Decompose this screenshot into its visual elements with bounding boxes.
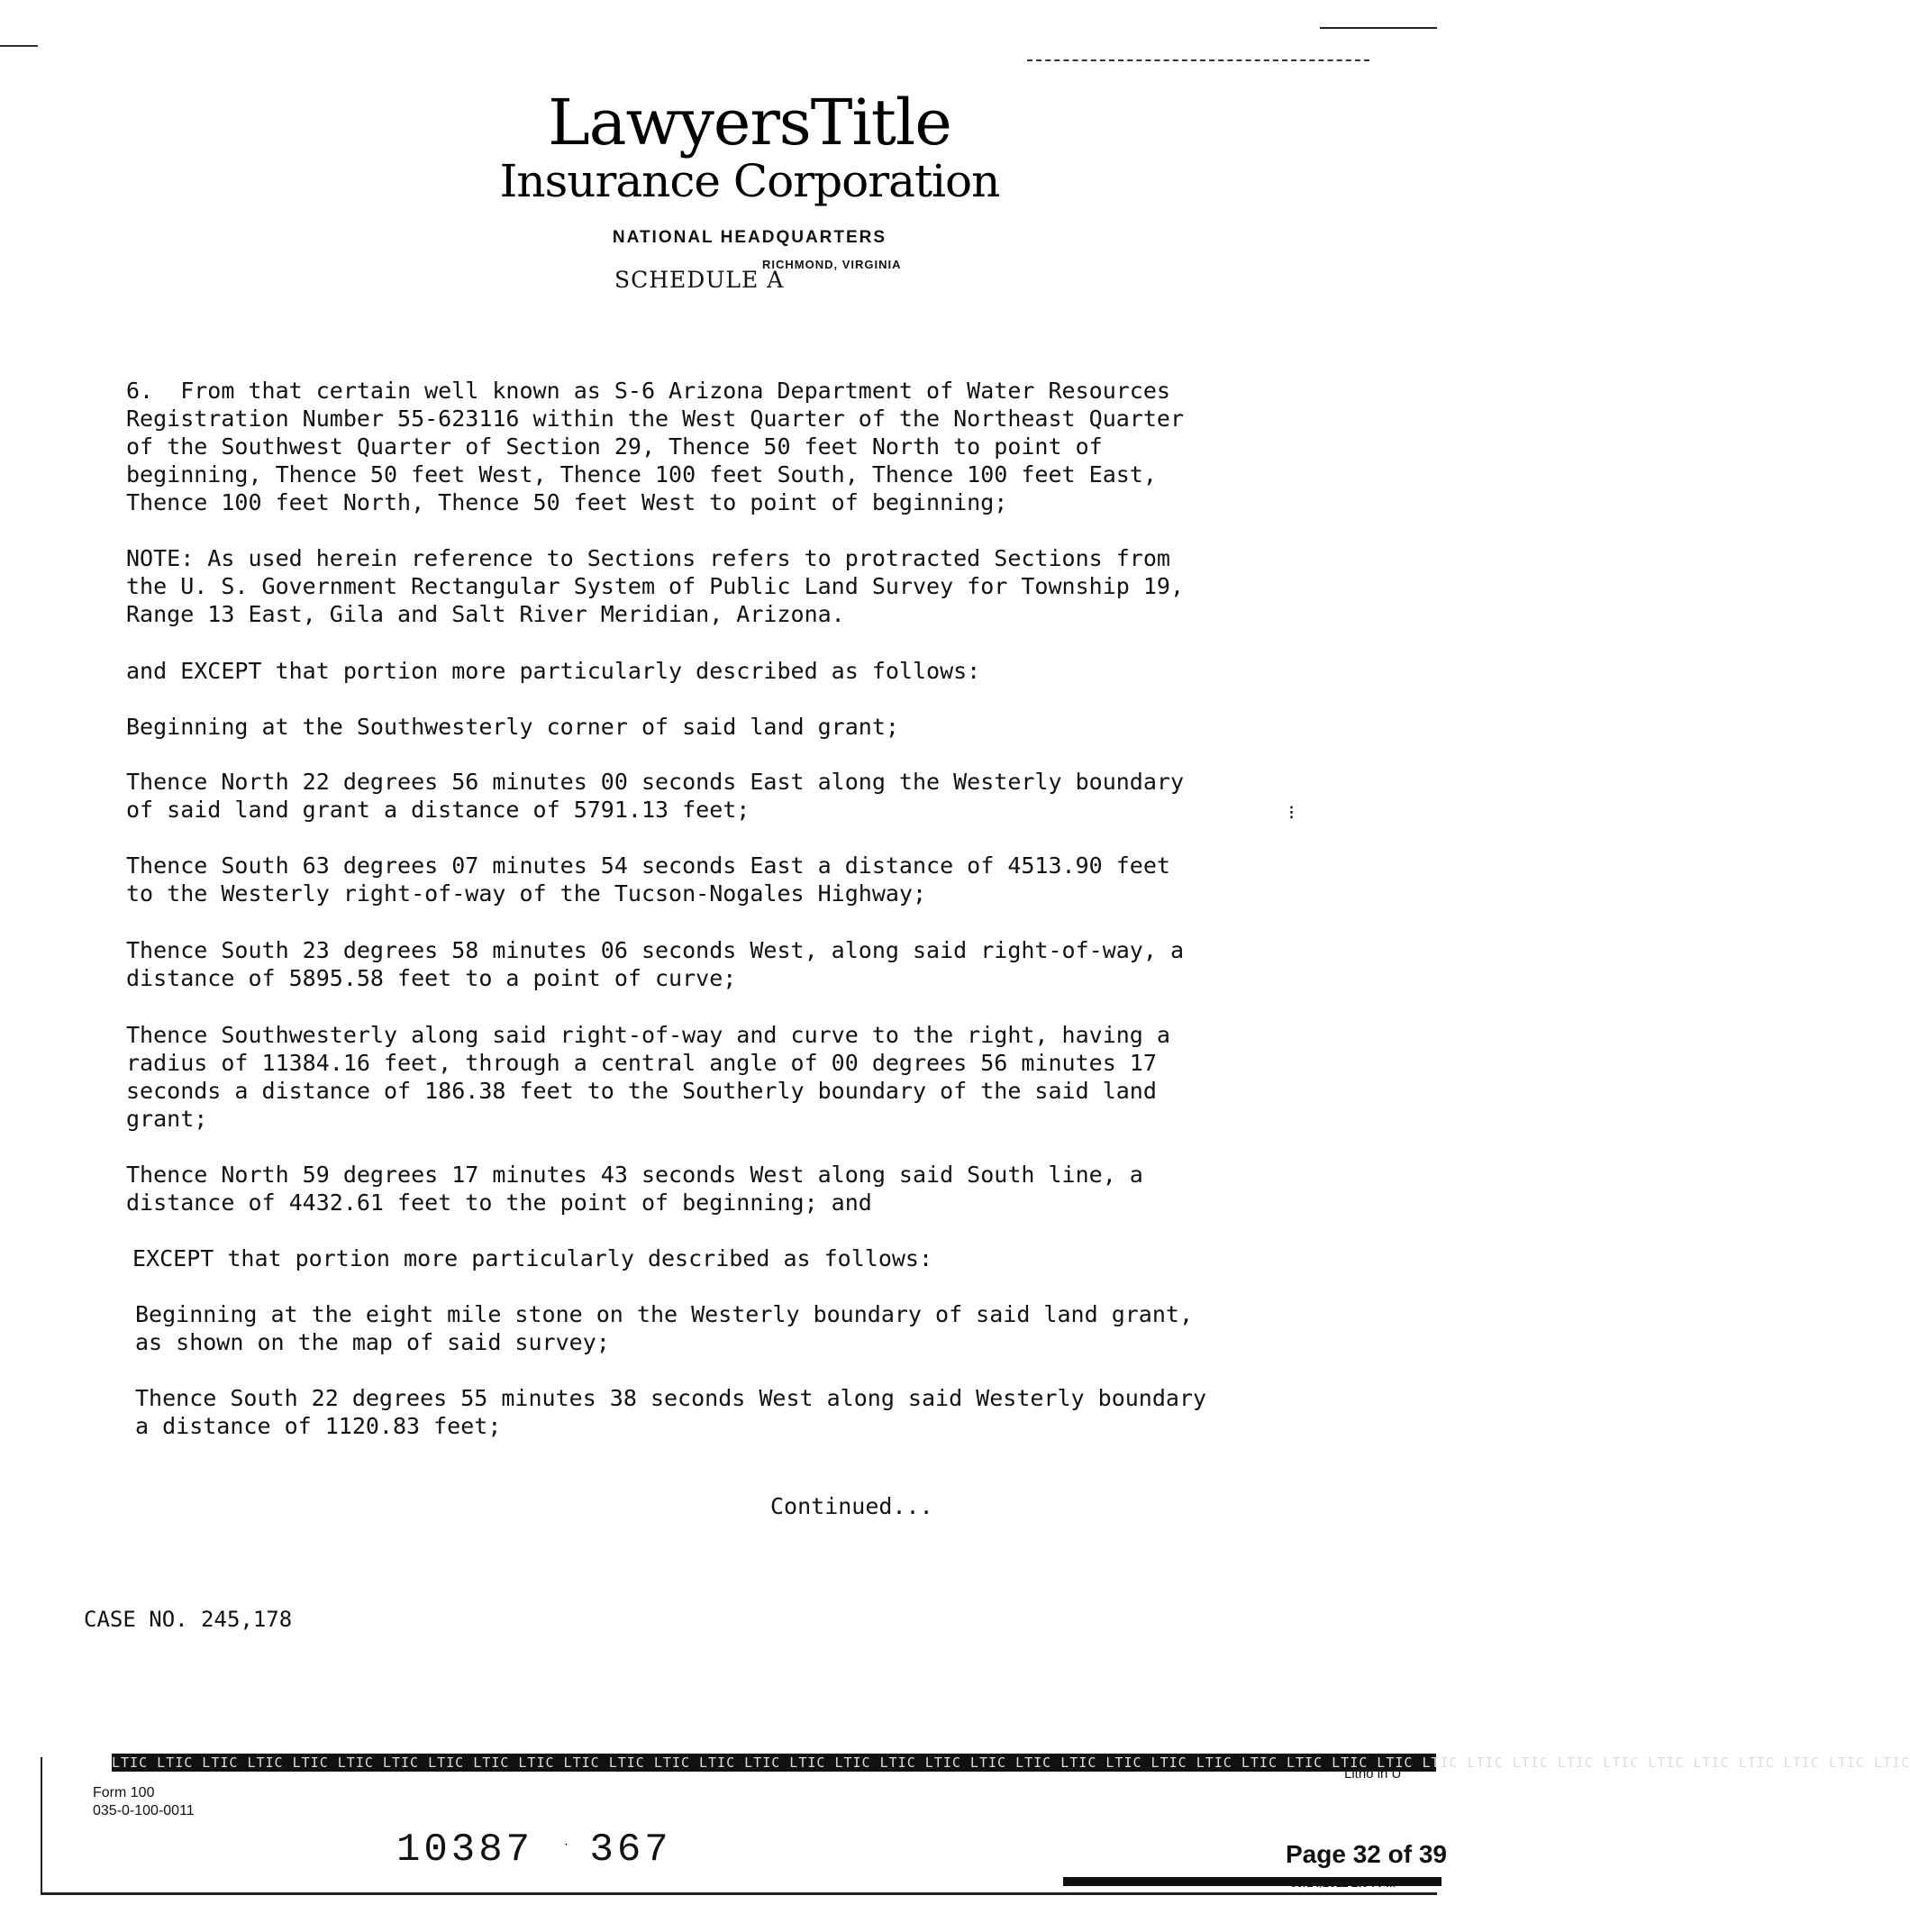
beginning-paragraph-2: Beginning at the eight mile stone on the Westerly boundary of said land grant, as shown on the map of said survey;	[135, 1301, 1193, 1355]
footer-security-strip: LTIC LTIC LTIC LTIC LTIC LTIC LTIC LTIC LTIC LTIC LTIC LTIC LTIC LTIC LTIC LTIC LTIC LTIC LTIC LTIC LTIC LTIC LTIC LTIC LTIC LTIC LTIC LTIC LTIC LTIC LTIC LTIC LTIC LTIC LTIC LTIC LTIC LTIC LTIC LTIC	[112, 1754, 1910, 1771]
except-paragraph: and EXCEPT that portion more particularly described as follows:	[126, 658, 981, 684]
form-name: Form 100	[93, 1785, 155, 1800]
except-paragraph-2: EXCEPT that portion more particularly described as follows:	[132, 1245, 933, 1271]
page-count: Page 32 of 39	[1286, 1840, 1447, 1868]
course-paragraph-5: Thence North 59 degrees 17 minutes 43 seconds West along said South line, a distance of 4432.61 feet to the point of beginning; and	[126, 1162, 1143, 1216]
case-number: CASE NO. 245,178	[84, 1607, 293, 1632]
headquarters-label: NATIONAL HEADQUARTERS	[612, 228, 887, 247]
course-paragraph-2: Thence South 63 degrees 07 minutes 54 seconds East a distance of 4513.90 feet to the Westerly right-of-way of the Tucson-Nogales Highway;	[126, 852, 1170, 907]
bottom-border	[41, 1892, 1437, 1895]
book-number: 10387	[396, 1827, 534, 1873]
course-paragraph-6: Thence South 22 degrees 55 minutes 38 seconds West along said Westerly boundary a distance of 1120.83 feet;	[135, 1385, 1207, 1439]
continued-label: Continued...	[770, 1493, 933, 1519]
page-number: 367	[589, 1827, 672, 1873]
top-right-rule	[1320, 27, 1437, 29]
course-paragraph-1: Thence North 22 degrees 56 minutes 00 seconds East along the Westerly boundary of said land grant a distance of 5791.13 feet;	[126, 769, 1184, 823]
recording-number: 10387 ˑ 367	[396, 1827, 672, 1873]
top-dashed-line	[1027, 59, 1369, 61]
schedule-title: SCHEDULE A	[614, 267, 785, 293]
company-logo	[0, 86, 1499, 207]
city-label: RICHMOND, VIRGINIA	[762, 258, 902, 271]
logo-line-2: Insurance Corporation	[499, 155, 1000, 207]
form-number: 035-0-100-0011	[93, 1803, 195, 1818]
paragraph-6: 6. From that certain well known as S-6 Arizona Department of Water Resources Registration Number 55-623116 within the West Quarter of the Northeast Quarter of the Southwest Quarter of Section 29, Thence 50 feet North to point of beginning, Thence 50 feet West, Thence 100 feet South, Thence 100 feet East, Thence 100 feet North, Thence 50 feet West to point of beginning;	[126, 378, 1184, 515]
stray-mark: ⁝	[1288, 802, 1295, 825]
form-label	[93, 1784, 195, 1820]
note-paragraph: NOTE: As used herein reference to Sections refers to protracted Sections from the U. S. Government Rectangular System of Public Land Survey for Township 19, Range 13 East, Gila and Salt River Meridian, Arizona.	[126, 545, 1184, 627]
litho-label: Litho in U	[1344, 1766, 1402, 1782]
left-border	[41, 1757, 42, 1892]
top-left-rule	[0, 45, 38, 47]
logo-line-1: LawyersTitle	[548, 86, 951, 159]
timestamp: 09/14/2011 2:04 PM	[1290, 1876, 1396, 1890]
beginning-paragraph: Beginning at the Southwesterly corner of said land grant;	[126, 714, 899, 740]
course-paragraph-4: Thence Southwesterly along said right-of-way and curve to the right, having a radius of 11384.16 feet, through a central angle of 00 degrees 56 minutes 17 seconds a distance of 186.38 feet to the Southerly boundary of the said land grant;	[126, 1022, 1170, 1132]
course-paragraph-3: Thence South 23 degrees 58 minutes 06 seconds West, along said right-of-way, a distance of 5895.58 feet to a point of curve;	[126, 937, 1184, 991]
